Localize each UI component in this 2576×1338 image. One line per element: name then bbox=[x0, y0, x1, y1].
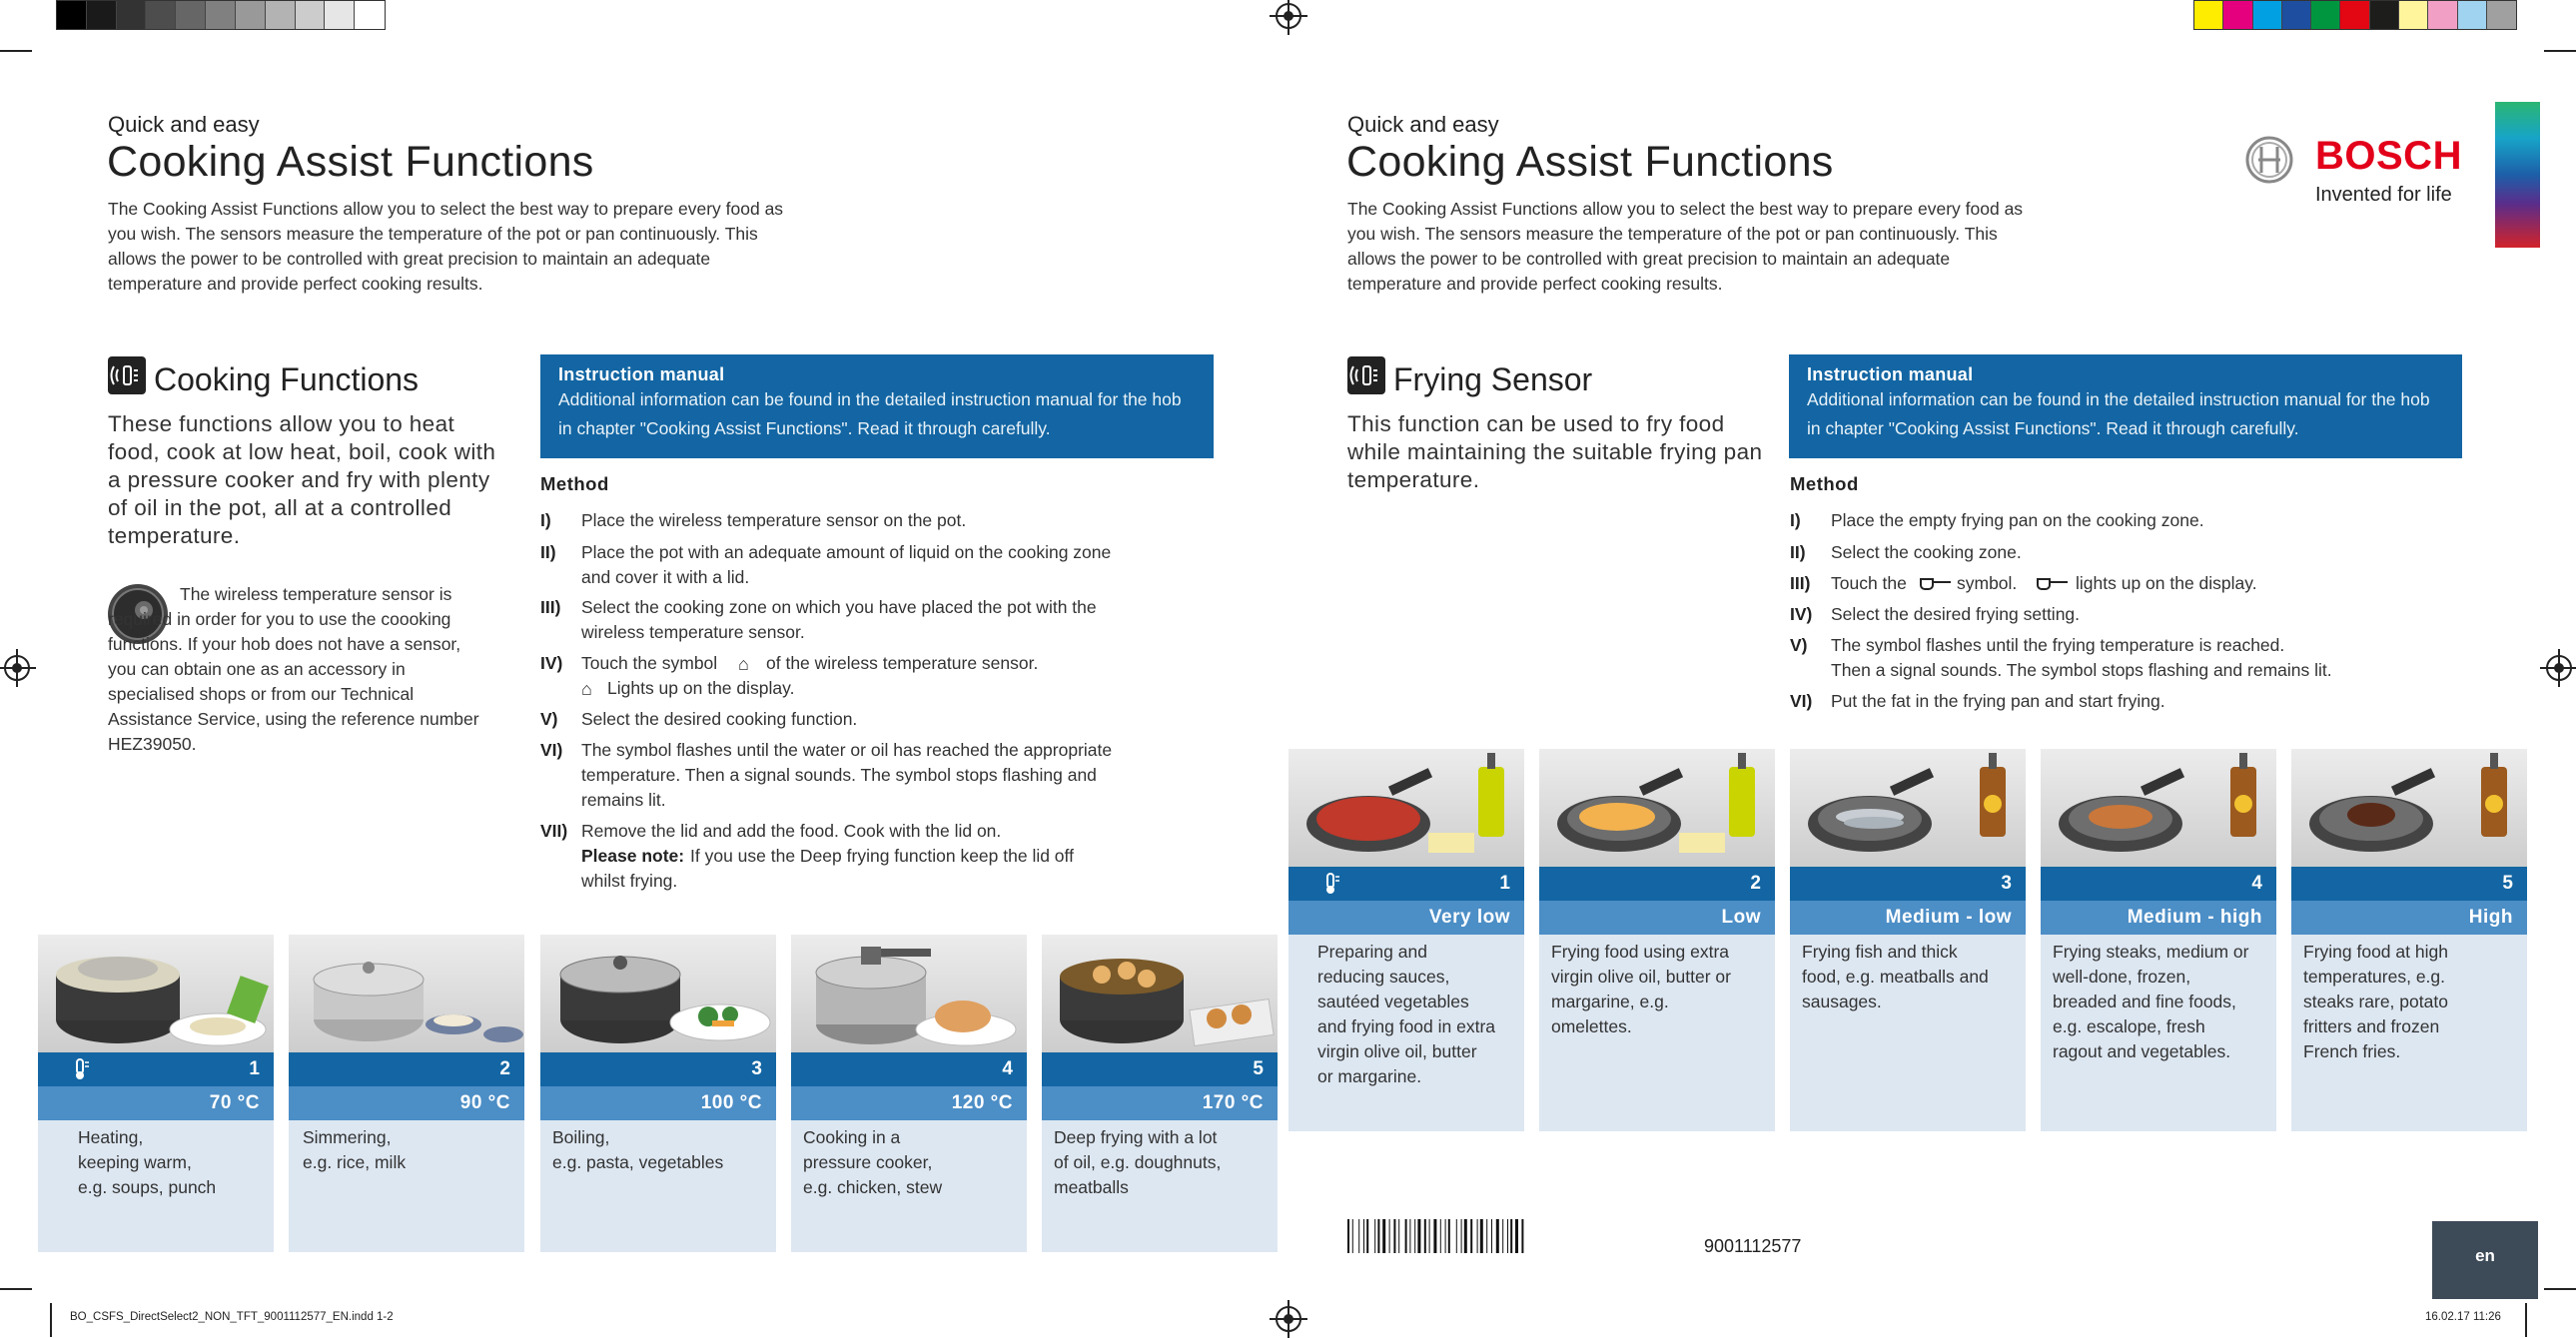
cooking-sensor-icon bbox=[108, 356, 146, 394]
left-step-4: IV) Touch the symbol ⌂ of the wireless temperature sensor. ⌂ Lights up on the display. bbox=[540, 651, 1240, 703]
crop-mark bbox=[2544, 50, 2576, 52]
right-step-5: V) The symbol flashes until the frying temperature is reached. Then a signal sounds. The symbol stops flashing and remains lit. bbox=[1790, 635, 2332, 680]
card-description: Heating, keeping warm, e.g. soups, punch bbox=[78, 1127, 217, 1197]
frying-symbol-icon bbox=[1919, 573, 1953, 598]
manual-body: Additional information can be found in the detailed instruction manual for the hob in chapter "Cooking Assist Functions". Read it through carefully. bbox=[558, 389, 1182, 438]
left-step-7: VII) Remove the lid and add the food. Cook with the lid on. Please note: If you use the Deep frying function keep the lid off whilst frying. bbox=[540, 821, 1074, 891]
omelette-pan-illustration bbox=[1539, 749, 1775, 867]
right-intro: The Cooking Assist Functions allow you to select the best way to prepare every food as you wish. The sensors measure the temperature of the pot or pan continuously. This allows the power to be controlled with great precision to maintain an adequate temperature and provide perfect cooking results. bbox=[1347, 199, 2024, 294]
card-number-bar bbox=[38, 1052, 274, 1086]
crop-mark bbox=[2525, 1303, 2527, 1337]
frying-symbol-icon bbox=[2036, 573, 2070, 598]
right-method-title: Method bbox=[1790, 473, 1859, 494]
frying-level-card-2 bbox=[1539, 749, 1775, 1131]
card-number-bar bbox=[1042, 1052, 1278, 1086]
card-description: Cooking in a pressure cooker, e.g. chicken, stew bbox=[803, 1127, 943, 1197]
card-number-bar bbox=[1790, 867, 2026, 901]
crop-mark bbox=[2544, 1288, 2576, 1290]
card-number: 3 bbox=[2001, 873, 2012, 894]
manual-body: Additional information can be found in the detailed instruction manual for the hob in chapter "Cooking Assist Functions". Read it through carefully. bbox=[1807, 389, 2430, 438]
card-number-bar bbox=[2291, 867, 2527, 901]
rice-pot-illustration bbox=[289, 935, 524, 1052]
brand-tagline: Invented for life bbox=[2315, 184, 2452, 206]
footer-date: 16.02.17 11:26 bbox=[2425, 1311, 2501, 1323]
registration-mark bbox=[1276, 3, 1301, 29]
brand-color-strip bbox=[2495, 102, 2540, 248]
manual-title: Instruction manual bbox=[1807, 364, 1974, 384]
frying-level-card-1 bbox=[1288, 749, 1524, 1131]
card-level: Very low bbox=[1428, 907, 1510, 928]
card-description: Frying food using extra virgin olive oil, butter or margarine, e.g. omelettes. bbox=[1551, 942, 1731, 1036]
card-description: Simmering, e.g. rice, milk bbox=[303, 1127, 407, 1172]
registration-mark bbox=[2546, 655, 2572, 681]
card-temperature-bar bbox=[540, 1086, 776, 1120]
left-section-title: Cooking Functions bbox=[154, 361, 420, 397]
card-number: 5 bbox=[2502, 873, 2513, 894]
card-number: 5 bbox=[1253, 1058, 1264, 1079]
card-temperature: 90 °C bbox=[459, 1092, 510, 1113]
frying-level-card-4 bbox=[2041, 749, 2276, 1131]
card-temperature: 70 °C bbox=[209, 1092, 260, 1113]
cooking-function-card-4 bbox=[791, 935, 1027, 1252]
left-method-title: Method bbox=[540, 473, 609, 494]
color-swatches bbox=[2193, 0, 2517, 30]
left-section-lead: These functions allow you to heat food, cook at low heat, boil, cook with a pressure cooker and fry with plenty of oil in the pot, all at a controlled temperature. bbox=[108, 411, 496, 548]
right-manual-box bbox=[1789, 354, 2462, 458]
sensor-note: The wireless temperature sensor is required in order for you to use the coooking functions. If your hob does not have a sensor, you can obtain one as an accessory in specialised shops or from our Technical Assistance Service, using the reference number HEZ39050. bbox=[108, 584, 479, 754]
footer-file-info: BO_CSFS_DirectSelect2_NON_TFT_9001112577_EN.indd 1-2 bbox=[70, 1311, 394, 1323]
card-level-bar bbox=[2291, 901, 2527, 935]
language-tab: en bbox=[2432, 1221, 2538, 1299]
deep-fry-pot-illustration bbox=[1042, 935, 1278, 1052]
crop-mark bbox=[0, 1288, 32, 1290]
frying-level-card-3 bbox=[1790, 749, 2026, 1131]
cooking-function-card-1 bbox=[38, 935, 274, 1252]
crop-mark bbox=[0, 50, 32, 52]
sensor-symbol-icon: ⌂ bbox=[581, 679, 592, 699]
card-number: 3 bbox=[751, 1058, 762, 1079]
bosch-logo-icon bbox=[2244, 135, 2294, 185]
card-temperature: 120 °C bbox=[951, 1092, 1013, 1113]
card-level-bar bbox=[1288, 901, 1524, 935]
card-number-bar bbox=[1288, 867, 1524, 901]
fish-pan-illustration bbox=[1790, 749, 2026, 867]
cooking-function-card-2 bbox=[289, 935, 524, 1252]
crop-mark bbox=[50, 1303, 52, 1337]
card-description: Frying steaks, medium or well-done, frozen, breaded and fine foods, e.g. escalope, fresh ragout and vegetables. bbox=[2053, 942, 2249, 1061]
registration-mark bbox=[1276, 1306, 1301, 1332]
cooking-function-card-3 bbox=[540, 935, 776, 1252]
left-step-3: III) Select the cooking zone on which you have placed the pot with the wireless temperature sensor. bbox=[540, 597, 1097, 642]
card-description: Boiling, e.g. pasta, vegetables bbox=[552, 1127, 724, 1172]
card-number-bar bbox=[289, 1052, 524, 1086]
left-manual-box bbox=[540, 354, 1214, 458]
card-description: Preparing and reducing sauces, sautéed vegetables and frying food in extra virgin olive oil, butter or margarine. bbox=[1317, 942, 1496, 1086]
card-temperature-bar bbox=[38, 1086, 274, 1120]
card-level: High bbox=[2468, 907, 2513, 928]
steak-pan-illustration bbox=[2291, 749, 2527, 867]
card-level-bar bbox=[1790, 901, 2026, 935]
frying-level-card-5 bbox=[2291, 749, 2527, 1131]
sensor-symbol-icon: ⌂ bbox=[738, 654, 749, 674]
card-description: Frying food at high temperatures, e.g. steaks rare, potato fritters and frozen French fries. bbox=[2303, 942, 2448, 1061]
card-level: Medium - low bbox=[1885, 907, 2012, 928]
card-number-bar bbox=[1539, 867, 1775, 901]
card-number: 4 bbox=[2251, 873, 2262, 894]
card-number: 2 bbox=[1750, 873, 1761, 894]
barcode-number: 9001112577 bbox=[1704, 1236, 1802, 1256]
card-number: 1 bbox=[249, 1058, 260, 1079]
card-temperature-bar bbox=[791, 1086, 1027, 1120]
barcode-image bbox=[1347, 1219, 1679, 1253]
card-description: Deep frying with a lot of oil, e.g. doughnuts, meatballs bbox=[1054, 1127, 1222, 1197]
thermometer-icon bbox=[68, 1057, 92, 1081]
card-number-bar bbox=[791, 1052, 1027, 1086]
card-temperature-bar bbox=[289, 1086, 524, 1120]
right-page-title: Cooking Assist Functions bbox=[1346, 138, 1834, 186]
thermometer-icon bbox=[1318, 872, 1342, 896]
card-level-bar bbox=[2041, 901, 2276, 935]
left-kicker: Quick and easy bbox=[108, 112, 260, 137]
right-kicker: Quick and easy bbox=[1347, 112, 1499, 137]
right-section-title: Frying Sensor bbox=[1393, 361, 1593, 397]
left-page-title: Cooking Assist Functions bbox=[107, 138, 594, 186]
card-number: 2 bbox=[499, 1058, 510, 1079]
cooking-function-card-5 bbox=[1042, 935, 1278, 1252]
card-number-bar bbox=[540, 1052, 776, 1086]
card-level: Low bbox=[1721, 907, 1761, 928]
escalope-pan-illustration bbox=[2041, 749, 2276, 867]
soup-pot-illustration bbox=[38, 935, 274, 1052]
card-number: 4 bbox=[1002, 1058, 1013, 1079]
registration-mark bbox=[4, 655, 30, 681]
sauce-pan-illustration bbox=[1288, 749, 1524, 867]
pressure-cooker-illustration bbox=[791, 935, 1027, 1052]
card-temperature: 100 °C bbox=[700, 1092, 762, 1113]
card-description: Frying fish and thick food, e.g. meatballs and sausages. bbox=[1802, 942, 1989, 1011]
manual-title: Instruction manual bbox=[558, 364, 725, 384]
card-temperature: 170 °C bbox=[1202, 1092, 1264, 1113]
left-intro: The Cooking Assist Functions allow you to select the best way to prepare every food as you wish. The sensors measure the temperature of the pot or pan continuously. This allows the power to be controlled with great precision to maintain an adequate temperature and provide perfect cooking results. bbox=[108, 199, 784, 294]
card-level: Medium - high bbox=[2127, 907, 2262, 928]
card-number-bar bbox=[2041, 867, 2276, 901]
card-temperature-bar bbox=[1042, 1086, 1278, 1120]
brand-name: BOSCH bbox=[2315, 134, 2462, 178]
grayscale-swatches bbox=[56, 0, 386, 30]
left-step-2: II) Place the pot with an adequate amount of liquid on the cooking zone and cover it with a lid. bbox=[540, 542, 1112, 587]
frying-sensor-icon bbox=[1347, 356, 1385, 394]
right-section-lead: This function can be used to fry food while maintaining the suitable frying pan temperature. bbox=[1347, 411, 1763, 492]
card-number: 1 bbox=[1499, 873, 1510, 894]
pasta-pot-illustration bbox=[540, 935, 776, 1052]
card-level-bar bbox=[1539, 901, 1775, 935]
left-step-6: VI) The symbol flashes until the water or oil has reached the appropriate temperature. Then a signal sounds. The symbol stops flashing and remains lit. bbox=[540, 740, 1113, 810]
